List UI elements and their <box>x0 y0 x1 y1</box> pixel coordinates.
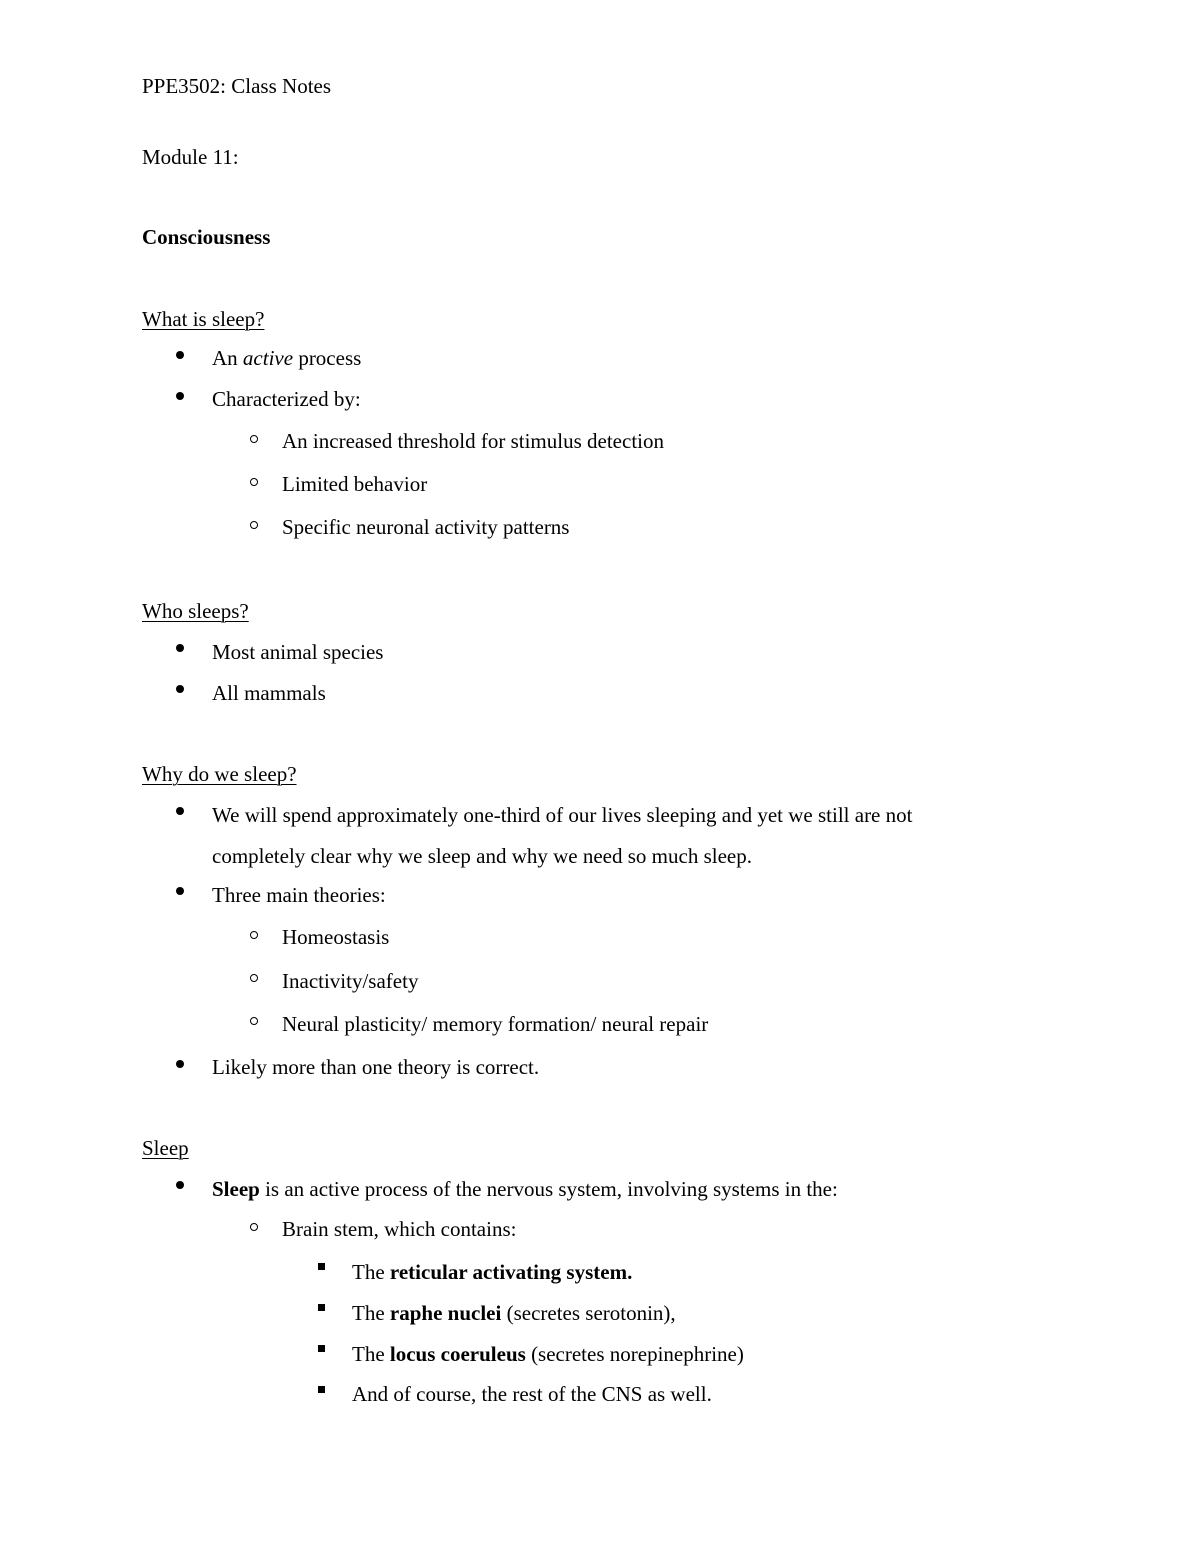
list-item <box>212 1177 838 1201</box>
hollow-bullet-icon <box>250 521 258 529</box>
hollow-bullet-icon <box>250 974 258 982</box>
topic-title: Consciousness <box>142 225 271 249</box>
hollow-bullet-icon <box>250 1223 258 1231</box>
bullet-icon <box>176 1181 184 1189</box>
hollow-bullet-icon <box>250 931 258 939</box>
square-bullet-icon <box>318 1386 325 1393</box>
module-label: Module 11: <box>142 145 239 169</box>
list-item: All mammals <box>212 681 326 705</box>
text-run: An <box>212 346 243 370</box>
bullet-icon <box>176 351 184 359</box>
hollow-bullet-icon <box>250 1017 258 1025</box>
list-item-continuation: completely clear why we sleep and why we need so much sleep. <box>212 844 752 868</box>
sub-list-item: Brain stem, which contains: <box>282 1217 517 1241</box>
list-item: We will spend approximately one-third of our lives sleeping and yet we still are not <box>212 803 913 827</box>
hollow-bullet-icon <box>250 478 258 486</box>
text-run: is an active process of the nervous system, involving systems in the: <box>259 1177 838 1201</box>
sub-list-item: Inactivity/safety <box>282 969 419 993</box>
list-item: Characterized by: <box>212 387 361 411</box>
section-heading-what-is-sleep: What is sleep? <box>142 307 265 331</box>
bold-text: Sleep <box>212 1177 260 1201</box>
list-item: Most animal species <box>212 640 384 664</box>
text-run: (secretes serotonin), <box>501 1301 676 1325</box>
sub-list-item: Homeostasis <box>282 925 390 949</box>
bold-text: reticular activating system. <box>389 1260 633 1284</box>
text-run: (secretes norepinephrine) <box>525 1342 744 1366</box>
sub-sub-list-item <box>352 1382 712 1406</box>
list-item: Likely more than one theory is correct. <box>212 1055 540 1079</box>
sub-list-item: An increased threshold for stimulus detection <box>282 429 664 453</box>
square-bullet-icon <box>318 1263 325 1270</box>
bullet-icon <box>176 887 184 895</box>
square-bullet-icon <box>318 1304 325 1311</box>
sub-list-item: Specific neuronal activity patterns <box>282 515 570 539</box>
bullet-icon <box>176 685 184 693</box>
square-bullet-icon <box>318 1345 325 1352</box>
text-run: And of course, the rest of the CNS as well. <box>352 1382 712 1406</box>
course-title: PPE3502: Class Notes <box>142 74 332 98</box>
italic-text: active <box>242 346 294 370</box>
sub-sub-list-item <box>352 1260 632 1284</box>
sub-list-item: Neural plasticity/ memory formation/ neural repair <box>282 1012 709 1036</box>
bold-text: locus coeruleus <box>389 1342 526 1366</box>
bullet-icon <box>176 644 184 652</box>
text-run: The <box>352 1301 390 1325</box>
sub-sub-list-item <box>352 1342 744 1366</box>
section-heading-who-sleeps: Who sleeps? <box>142 599 249 623</box>
section-heading-sleep: Sleep <box>142 1136 189 1160</box>
text-run: The <box>352 1342 390 1366</box>
hollow-bullet-icon <box>250 435 258 443</box>
sub-sub-list-item <box>352 1301 676 1325</box>
bullet-icon <box>176 807 184 815</box>
bullet-icon <box>176 1060 184 1068</box>
bold-text: raphe nuclei <box>389 1301 502 1325</box>
text-run: The <box>352 1260 390 1284</box>
bullet-icon <box>176 392 184 400</box>
text-run: process <box>293 346 362 370</box>
sub-list-item: Limited behavior <box>282 472 428 496</box>
section-heading-why-do-we-sleep: Why do we sleep? <box>142 762 297 786</box>
list-item: Three main theories: <box>212 883 386 907</box>
list-item <box>212 346 361 370</box>
